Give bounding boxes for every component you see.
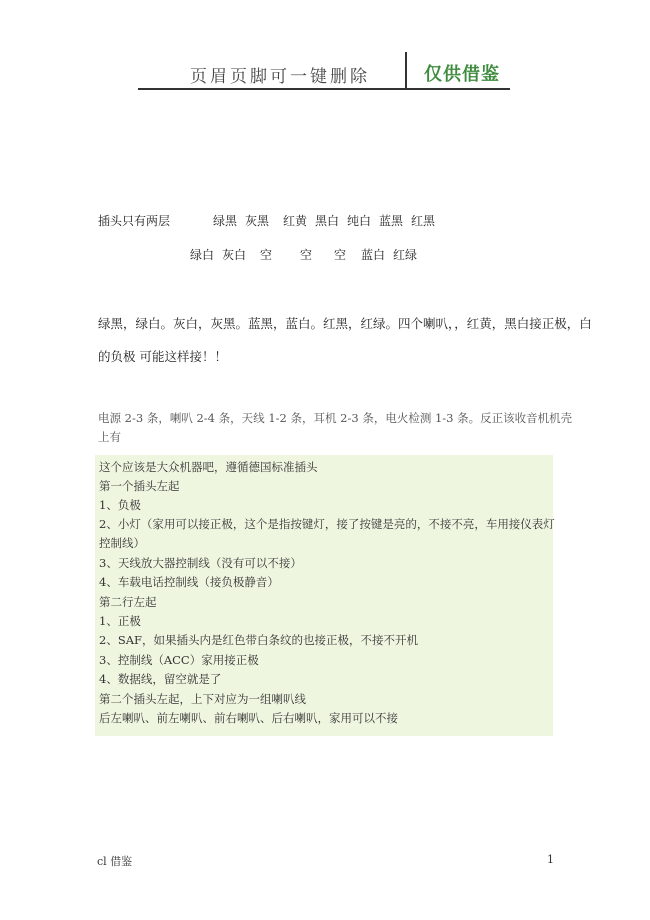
box-line: 1、负极	[99, 498, 141, 512]
box-line: 第二个插头左起，上下对应为一组喇叭线	[99, 692, 306, 706]
page-number: 1	[547, 853, 554, 866]
header-rule	[138, 88, 510, 90]
plug-color-r1-1: 绿黑	[213, 214, 238, 228]
paragraph-line: 绿黑，绿白。灰白，灰黑。蓝黑，蓝白。红黑，红绿。四个喇叭，，红黄，黑白接正极，白	[98, 316, 592, 331]
box-line: 控制线）	[99, 536, 145, 550]
box-line: 后左喇叭、前左喇叭、前右喇叭、后右喇叭，家用可以不接	[99, 711, 398, 725]
paragraph-line: 电源 2-3 条，喇叭 2-4 条，天线 1-2 条，耳机 2-3 条，电火检测 1-3 条。反正该收音机机壳	[98, 411, 573, 425]
plug-color-r2-4: 空	[300, 248, 313, 262]
box-line: 第一个插头左起	[99, 479, 180, 493]
paragraph-line: 上有	[98, 430, 121, 444]
header-watermark: 仅供借鉴	[424, 64, 500, 85]
box-line: 2、SAF，如果插头内是红色带白条纹的也接正极，不接不开机	[99, 633, 418, 647]
plug-color-r2-5: 空	[334, 248, 347, 262]
box-line: 1、正极	[99, 614, 141, 628]
box-line: 2、小灯（家用可以接正极，这个是指按键灯，接了按键是亮的，不接不亮，车用接仪表灯	[99, 517, 555, 531]
paragraph-line: 的负极 可能这样接！！	[98, 349, 227, 364]
plug-color-r2-3: 空	[260, 248, 273, 262]
box-line: 这个应该是大众机器吧，遵循德国标准插头	[99, 460, 318, 474]
plug-color-r1-4: 黑白	[315, 214, 340, 228]
plug-row-label: 插头只有两层	[98, 214, 171, 228]
plug-color-r1-7: 红黑	[411, 214, 436, 228]
highlight-box	[95, 455, 553, 736]
box-line: 第二行左起	[99, 595, 157, 609]
plug-color-r2-6: 蓝白	[361, 248, 386, 262]
box-line: 4、数据线，留空就是了	[99, 672, 222, 686]
plug-color-r2-2: 灰白	[222, 248, 247, 262]
footer-label: cl 借鉴	[97, 855, 133, 868]
plug-color-r1-3: 红黄	[283, 214, 308, 228]
plug-color-r2-1: 绿白	[190, 248, 215, 262]
box-line: 4、车载电话控制线（接负极静音）	[99, 575, 279, 589]
header-title: 页眉页脚可一键删除	[190, 67, 370, 87]
box-line: 3、控制线（ACC）家用接正极	[99, 653, 259, 667]
header-divider	[405, 52, 407, 88]
plug-color-r1-2: 灰黑	[245, 214, 270, 228]
cable-count-paragraph	[98, 409, 573, 447]
plug-color-r2-7: 红绿	[393, 248, 418, 262]
plug-color-r1-6: 蓝黑	[379, 214, 404, 228]
plug-color-r1-5: 纯白	[347, 214, 372, 228]
box-line: 3、天线放大器控制线（没有可以不接）	[99, 556, 302, 570]
